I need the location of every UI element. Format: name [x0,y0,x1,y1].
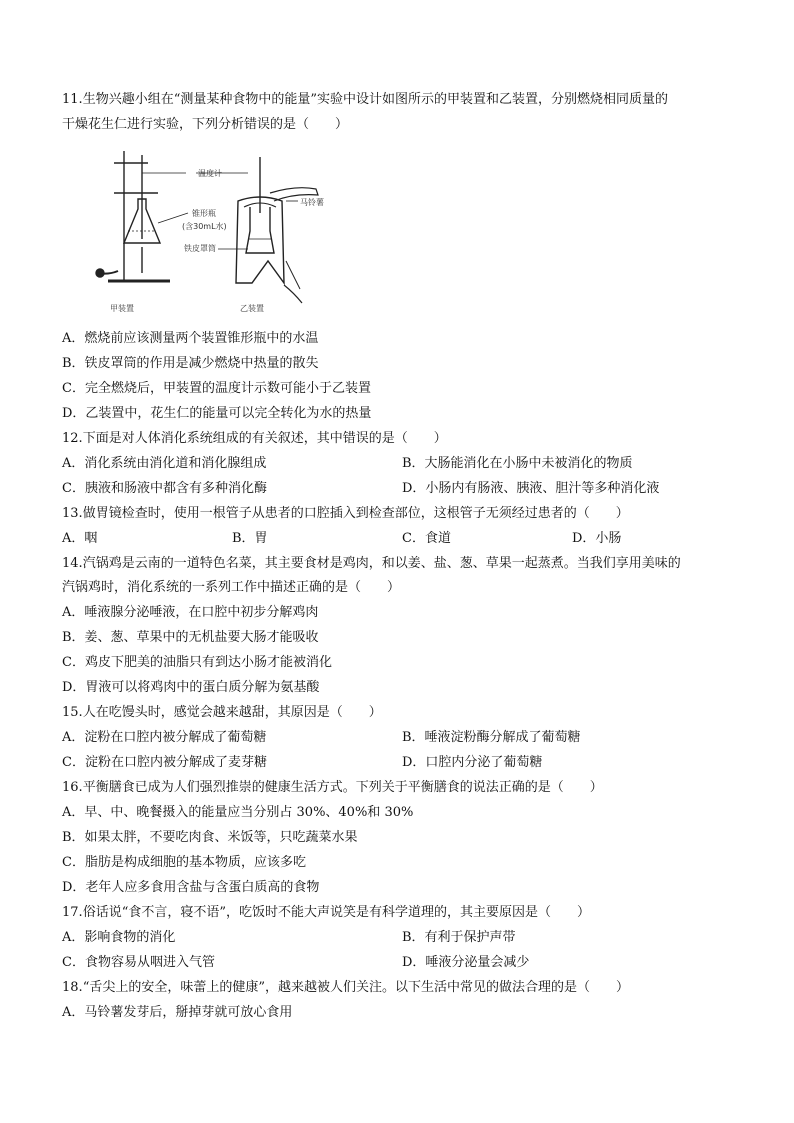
q17-option-d: D．唾液分泌量会减少 [402,955,530,970]
q11-stem-line-1: 11.生物兴趣小组在“测量某种食物中的能量”实验中设计如图所示的甲装置和乙装置，分别燃烧相同质量的 [62,92,668,107]
q14-option-a: A．唾液腺分泌唾液，在口腔中初步分解鸡肉 [62,605,319,620]
q16-option-b: B．如果太胖，不要吃肉食、米饭等，只吃蔬菜水果 [62,830,358,845]
q18-stem: 18.“舌尖上的安全，味蕾上的健康”，越来越被人们关注。以下生活中常见的做法合理的是（ ） [62,980,629,995]
q13-stem: 13.做胃镜检查时，使用一根管子从患者的口腔插入到检查部位，这根管子无须经过患者的（ ） [62,506,629,521]
q17-option-c: C．食物容易从咽进入气管 [62,955,215,970]
q15-option-b: B．唾液淀粉酶分解成了葡萄糖 [402,730,581,745]
q14-stem-line-2: 汽锅鸡时，消化系统的一系列工作中描述正确的是（ ） [62,580,401,595]
q12-option-b: B．大肠能消化在小肠中未被消化的物质 [402,456,633,471]
q11-option-b: B．铁皮罩筒的作用是减少燃烧中热量的散失 [62,356,319,371]
q11-option-d: D．乙装置中，花生仁的能量可以完全转化为水的热量 [62,406,372,421]
q12-option-d: D．小肠内有肠液、胰液、胆汁等多种消化液 [402,481,660,496]
q17-option-a: A．影响食物的消化 [62,930,176,945]
q13-option-d: D．小肠 [572,531,622,546]
q15-option-d: D．口腔内分泌了葡萄糖 [402,755,543,770]
label-device-a: 甲装置 [110,304,134,313]
q16-option-a: A．早、中、晚餐摄入的能量应当分别占 30%、40%和 30% [62,805,414,820]
flask-b [246,207,274,253]
q13-option-a: A．咽 [62,531,98,546]
q11-option-c: C．完全燃烧后，甲装置的温度计示数可能小于乙装置 [62,381,371,396]
q16-option-d: D．老年人应多食用含盐与含蛋白质高的食物 [62,880,320,895]
q14-stem-line-1: 14.汽锅鸡是云南的一道特色名菜，其主要食材是鸡肉，和以姜、盐、葱、草果一起蒸煮。当我们享用美味的 [62,556,681,571]
q11-option-a: A．燃烧前应该测量两个装置锥形瓶中的水温 [62,331,319,346]
q12-option-c: C．胰液和肠液中都含有多种消化酶 [62,481,267,496]
q12-stem: 12.下面是对人体消化系统组成的有关叙述，其中错误的是（ ） [62,431,447,446]
q15-option-c: C．淀粉在口腔内被分解成了麦芽糖 [62,755,267,770]
q14-option-c: C．鸡皮下肥美的油脂只有到达小肠才能被消化 [62,655,332,670]
q12-option-a: A．消化系统由消化道和消化腺组成 [62,456,267,471]
q16-stem: 16.平衡膳食已成为人们强烈推崇的健康生活方式。下列关于平衡膳食的说法正确的是（ ） [62,780,603,795]
label-cork: 马铃薯 [300,198,324,207]
q13-option-c: C．食道 [402,531,451,546]
q18-option-a: A．马铃薯发芽后，掰掉芽就可放心食用 [62,1005,293,1020]
q16-option-c: C．脂肪是构成细胞的基本物质，应该多吃 [62,855,306,870]
label-shield: 铁皮罩筒 [184,244,216,253]
label-flask-note: (含30mL水) [182,222,227,231]
label-flask: 锥形瓶 [192,209,216,218]
q13-option-b: B．胃 [232,531,268,546]
q15-option-a: A．淀粉在口腔内被分解成了葡萄糖 [62,730,267,745]
q14-option-b: B．姜、葱、草果中的无机盐要大肠才能吸收 [62,630,319,645]
q11-stem-line-2: 干燥花生仁进行实验，下列分析错误的是（ ） [62,117,349,132]
calorimetry-apparatus-figure [88,143,338,323]
q17-option-b: B．有利于保护声带 [402,930,516,945]
label-thermometer: 温度计 [198,169,222,178]
q15-stem: 15.人在吃馒头时，感觉会越来越甜，其原因是（ ） [62,705,382,720]
q14-option-d: D．胃液可以将鸡肉中的蛋白质分解为氨基酸 [62,680,320,695]
label-device-b: 乙装置 [240,304,264,313]
q17-stem: 17.俗话说“食不言，寝不语”，吃饭时不能大声说笑是有科学道理的，其主要原因是（ ） [62,905,590,920]
